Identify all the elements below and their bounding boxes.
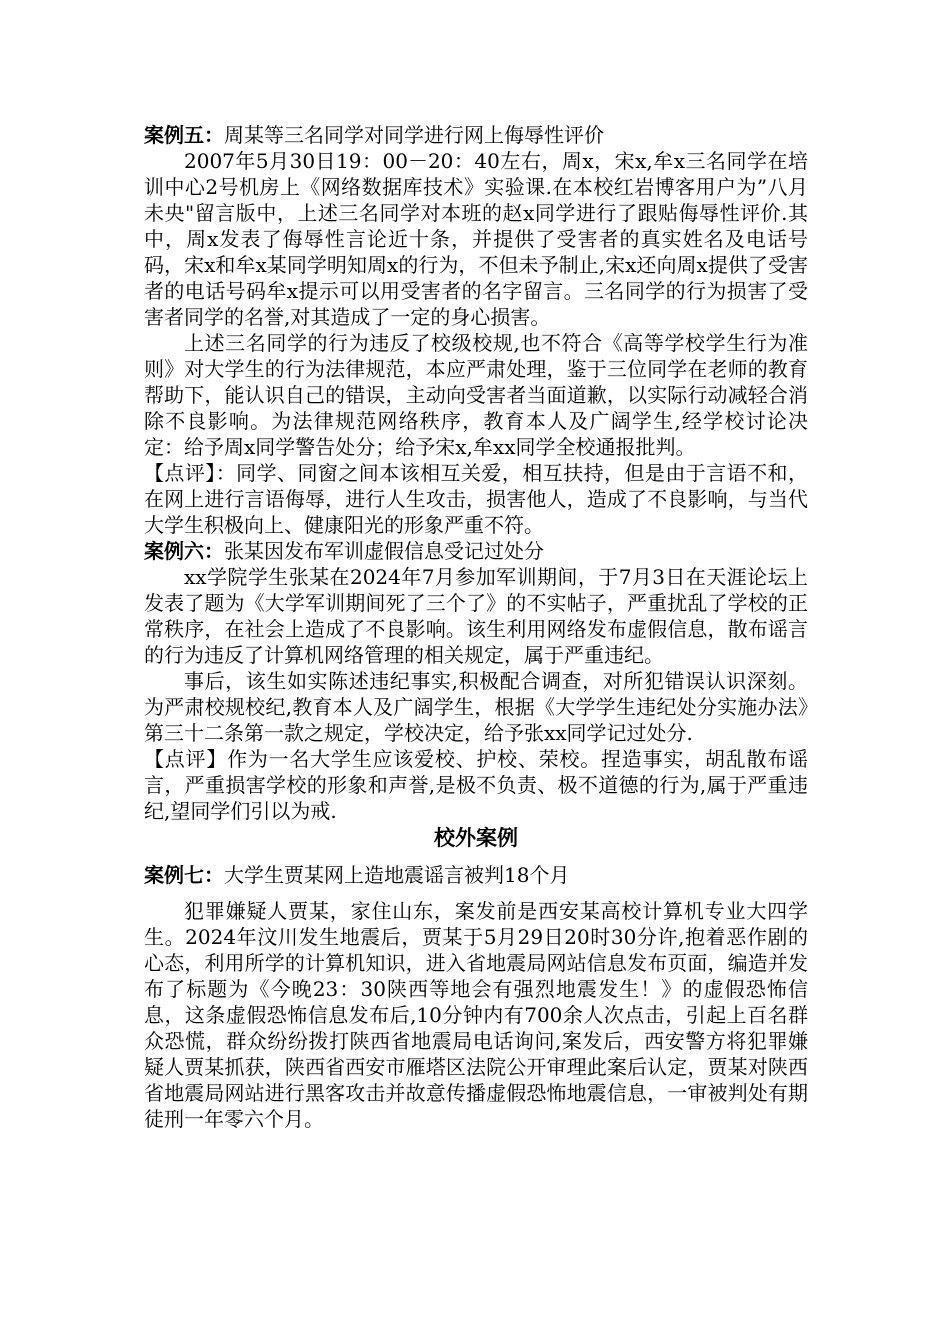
case7-label: 案例七：: [144, 863, 224, 887]
section-title: 校外案例: [434, 826, 518, 850]
case5-title: 周某等三名同学对同学进行网上侮辱性评价: [224, 123, 604, 147]
case5-comment: 【点评】：同学、同窗之间本该相互关爱，相互扶持，但是由于言语不和，在网上进行言语侮辱，进行人生攻击，损害他人，造成了不良影响，与当代大学生积极向上、健康阳光的形象严重不符。: [144, 461, 808, 537]
case5-heading: [144, 122, 808, 148]
case6-heading: [144, 538, 808, 564]
document-page: [144, 122, 808, 1132]
case6-paragraph-2: 事后，该生如实陈述违纪事实,积极配合调查，对所犯错误认识深刻。为严肃校规校纪,教育本人及广阔学生，根据《大学学生违纪处分实施办法》第三十二条第一款之规定，学校决定，给予张xx同学记过处分.: [144, 669, 808, 745]
case5-paragraph-2: 上述三名同学的行为违反了校级校规,也不符合《高等学校学生行为准则》对大学生的行为法律规范，本应严肃处理，鉴于三位同学在老师的教育帮助下，能认识自己的错误，主动向受害者当面道歉，以实际行动减轻合消除不良影响。为法律规范网络秩序，教育本人及广阔学生,经学校讨论决定：给予周x同学警告处分；给予宋x,牟xx同学全校通报批判。: [144, 331, 808, 459]
case7-title: 大学生贾某网上造地震谣言被判18个月: [224, 863, 570, 887]
case6-title: 张某因发布军训虚假信息受记过处分: [224, 539, 544, 563]
case7-heading: [144, 862, 808, 888]
case5-label: 案例五：: [144, 123, 224, 147]
case7-paragraph-1: 犯罪嫌疑人贾某，家住山东，案发前是西安某高校计算机专业大四学生。2024年汶川发生地震后，贾某于5月29日20时30分许,抱着恶作剧的心态，利用所学的计算机知识，进入省地震局网站信息发布页面，编造并发布了标题为《今晚23：30陕西等地会有强烈地震发生！》的虚假恐怖信息，这条虚假恐怖信息发布后,10分钟内有700余人次点击，引起上百名群众恐慌，群众纷纷拨打陕西省地震局电话询问,案发后，西安警方将犯罪嫌疑人贾某抓获，陕西省西安市雁塔区法院公开审理此案后认定，贾某对陕西省地震局网站进行黑客攻击并故意传播虚假恐怖地震信息，一审被判处有期徒刑一年零六个月。: [144, 899, 808, 1131]
case6-paragraph-1: xx学院学生张某在2024年7月参加军训期间，于7月3日在天涯论坛上发表了题为《大学军训期间死了三个了》的不实帖子，严重扰乱了学校的正常秩序，在社会上造成了不良影响。该生利用网络发布虚假信息，散布谣言的行为违反了计算机网络管理的相关规定，属于严重违纪。: [144, 565, 808, 667]
case6-label: 案例六：: [144, 539, 224, 563]
case5-paragraph-1: 2007年5月30日19：00－20：40左右，周x，宋x,牟x三名同学在培训中心2号机房上《网络数据库技术》实验课.在本校红岩博客用户为”八月未央"留言版中，上述三名同学对本班的赵x同学进行了跟贴侮辱性评价.其中，周x发表了侮辱性言论近十条，并提供了受害者的真实姓名及电话号码，宋x和牟x某同学明知周x的行为，不但未予制止,宋x还向周x提供了受害者的电话号码牟x提示可以用受害者的名字留言。三名同学的行为损害了受害者同学的名誉,对其造成了一定的身心损害。: [144, 149, 808, 329]
case6-comment: 【点评】作为一名大学生应该爱校、护校、荣校。捏造事实，胡乱散布谣言，严重损害学校的形象和声誉,是极不负责、极不道德的行为,属于严重违纪,望同学们引以为戒.: [144, 747, 808, 823]
